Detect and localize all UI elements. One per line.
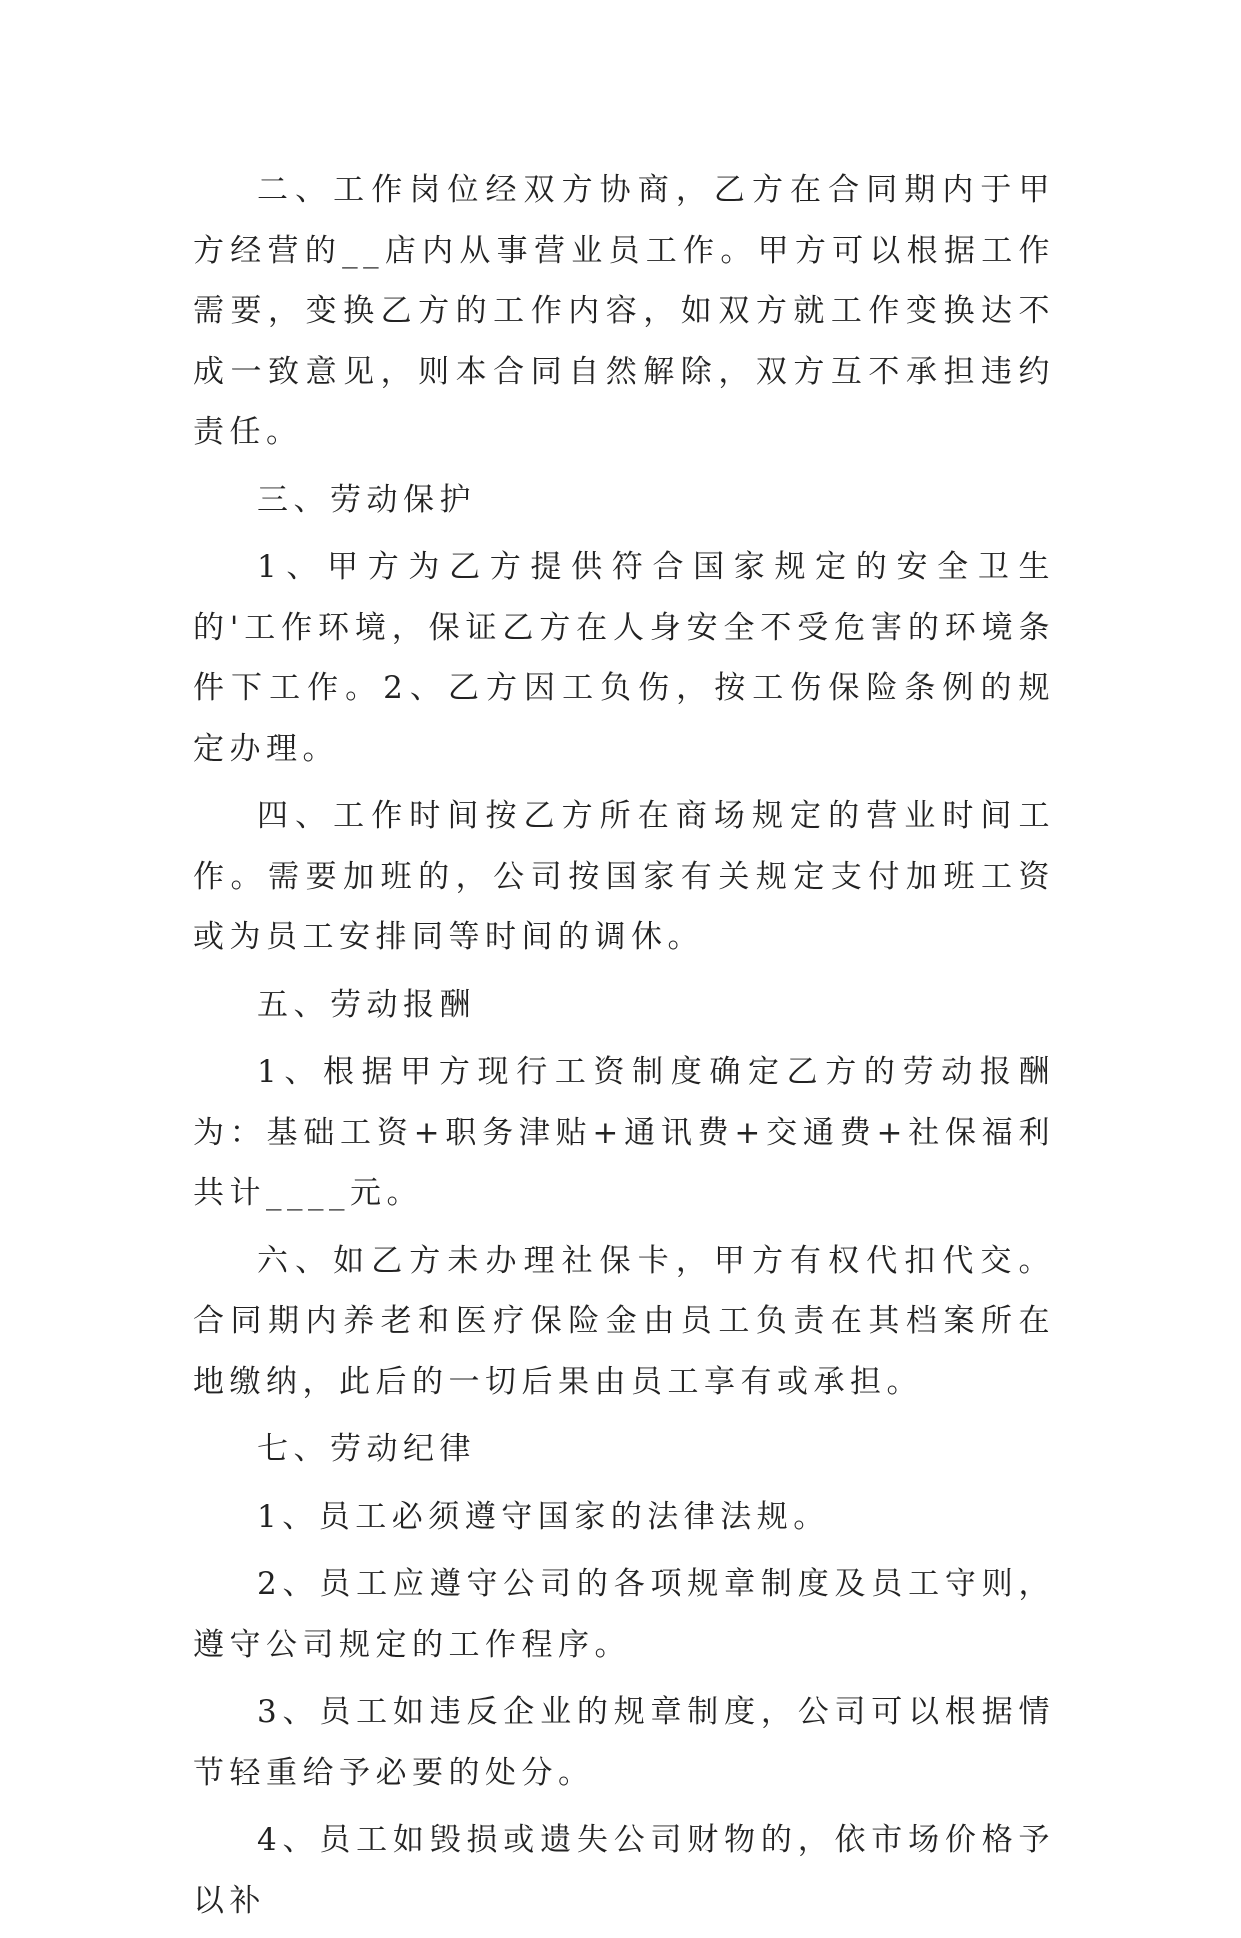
paragraph-discipline-3: 3、员工如违反企业的规章制度，公司可以根据情节轻重给予必要的处分。 <box>193 1694 1055 1791</box>
document-body <box>193 160 1055 1938</box>
heading-labor-protection: 三、劳动保护 <box>257 481 476 518</box>
paragraph-salary: 1、根据甲方现行工资制度确定乙方的劳动报酬为：基础工资+职务津贴+通讯费+交通费+社保福利共计____元。 <box>193 1054 1055 1211</box>
paragraph-discipline-4: 4、员工如毁损或遗失公司财物的，依市场价格予以补 <box>193 1822 1055 1919</box>
paragraph-working-hours: 四、工作时间按乙方所在商场规定的营业时间工作。需要加班的，公司按国家有关规定支付加班工资或为员工安排同等时间的调休。 <box>193 798 1055 955</box>
heading-labor-discipline: 七、劳动纪律 <box>257 1431 476 1467</box>
paragraph-work-environment: 1、甲方为乙方提供符合国家规定的安全卫生的'工作环境，保证乙方在人身安全不受危害的环境条件下工作。2、乙方因工负伤，按工伤保险条例的规定办理。 <box>193 549 1055 767</box>
paragraph-social-insurance: 六、如乙方未办理社保卡，甲方有权代扣代交。合同期内养老和医疗保险金由员工负责在其档案所在地缴纳，此后的一切后果由员工享有或承担。 <box>193 1242 1055 1400</box>
heading-remuneration: 五、劳动报酬 <box>257 986 476 1023</box>
paragraph-job-position: 二、工作岗位经双方协商，乙方在合同期内于甲方经营的__店内从事营业员工作。甲方可以根据工作需要，变换乙方的工作内容，如双方就工作变换达不成一致意见，则本合同自然解除，双方互不承担违约责任。 <box>193 172 1055 450</box>
paragraph-discipline-1: 1、员工必须遵守国家的法律法规。 <box>257 1498 830 1535</box>
paragraph-discipline-2: 2、员工应遵守公司的各项规章制度及员工守则，遵守公司规定的工作程序。 <box>193 1566 1055 1663</box>
